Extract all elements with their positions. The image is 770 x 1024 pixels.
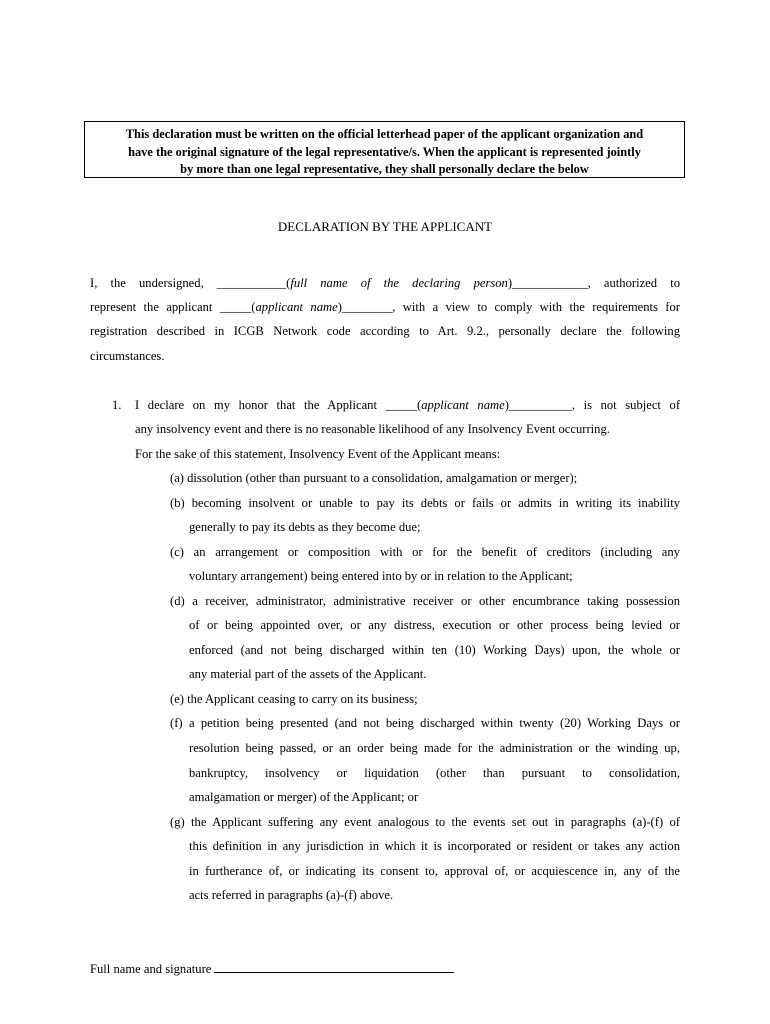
intro-text: )____________, authorized to [507, 276, 680, 290]
notice-line: have the original signature of the legal representative/s. When the applicant is represented jointly [128, 144, 641, 159]
clause-d: (d) a receiver, administrator, administrative receiver or other encumbrance taking possession [170, 594, 680, 608]
intro-text: I, the undersigned, ___________( [90, 276, 291, 290]
item-line [135, 396, 680, 414]
item-text: I declare on my honor that the Applicant _____( [135, 398, 422, 412]
clause-g: (g) the Applicant suffering any event analogous to the events set out in paragraphs (a)-(f) of [170, 815, 680, 829]
clause-c: (c) an arrangement or composition with or for the benefit of creditors (including any [170, 545, 680, 559]
signature-row [90, 960, 454, 978]
clause-d-cont: any material part of the assets of the Applicant. [189, 667, 427, 681]
clause-g-cont: this definition in any jurisdiction in which it is incorporated or resident or takes any action [189, 839, 680, 853]
intro-line: registration described in ICGB Network code according to Art. 9.2., personally declare the following [90, 324, 680, 338]
notice-line: by more than one legal representative, they shall personally declare the below [180, 162, 589, 176]
clause-b-cont: generally to pay its debts as they become due; [189, 520, 421, 534]
intro-line [90, 298, 680, 316]
letterhead-notice-box [84, 121, 685, 178]
clause-f-cont: amalgamation or merger) of the Applicant; or [189, 790, 419, 804]
clause-f: (f) a petition being presented (and not being discharged within twenty (20) Working Days or [170, 716, 680, 730]
placeholder-applicant-name: applicant name [421, 398, 505, 412]
clause-d-cont: of or being appointed over, or any distress, execution or other process being levied or [189, 618, 680, 632]
placeholder-full-name: full name of the declaring person [290, 276, 508, 290]
clause-f-cont: resolution being passed, or an order being made for the administration or the winding up, [189, 741, 680, 755]
clause-f-cont: bankruptcy, insolvency or liquidation (other than pursuant to consolidation, [189, 766, 680, 780]
item-line: any insolvency event and there is no reasonable likelihood of any Insolvency Event occurring. [135, 422, 610, 436]
intro-line: circumstances. [90, 349, 165, 363]
document-title: DECLARATION BY THE APPLICANT [277, 219, 493, 234]
signature-field[interactable] [214, 960, 454, 973]
list-number: 1. [112, 398, 122, 412]
placeholder-applicant-name: applicant name [255, 300, 338, 314]
clause-d-cont: enforced (and not being discharged within ten (10) Working Days) upon, the whole or [189, 643, 680, 657]
item-line: For the sake of this statement, Insolvency Event of the Applicant means: [135, 447, 501, 461]
clause-g-cont: acts referred in paragraphs (a)-(f) above. [189, 888, 394, 902]
item-text: )__________, is not subject of [504, 398, 681, 412]
clause-e: (e) the Applicant ceasing to carry on its business; [170, 692, 418, 706]
clause-a: (a) dissolution (other than pursuant to a consolidation, amalgamation or merger); [170, 471, 578, 485]
intro-line [90, 274, 680, 292]
signature-label: Full name and signature [90, 962, 212, 976]
intro-text: represent the applicant _____( [90, 300, 256, 314]
notice-line: This declaration must be written on the official letterhead paper of the applicant organization and [125, 127, 644, 141]
clause-g-cont: in furtherance of, or indicating its consent to, approval of, or acquiescence in, any of the [189, 864, 680, 878]
clause-b: (b) becoming insolvent or unable to pay its debts or fails or admits in writing its inability [170, 496, 680, 510]
clause-c-cont: voluntary arrangement) being entered into by or in relation to the Applicant; [189, 569, 573, 583]
intro-text: )________, with a view to comply with the requirements for [337, 300, 680, 314]
